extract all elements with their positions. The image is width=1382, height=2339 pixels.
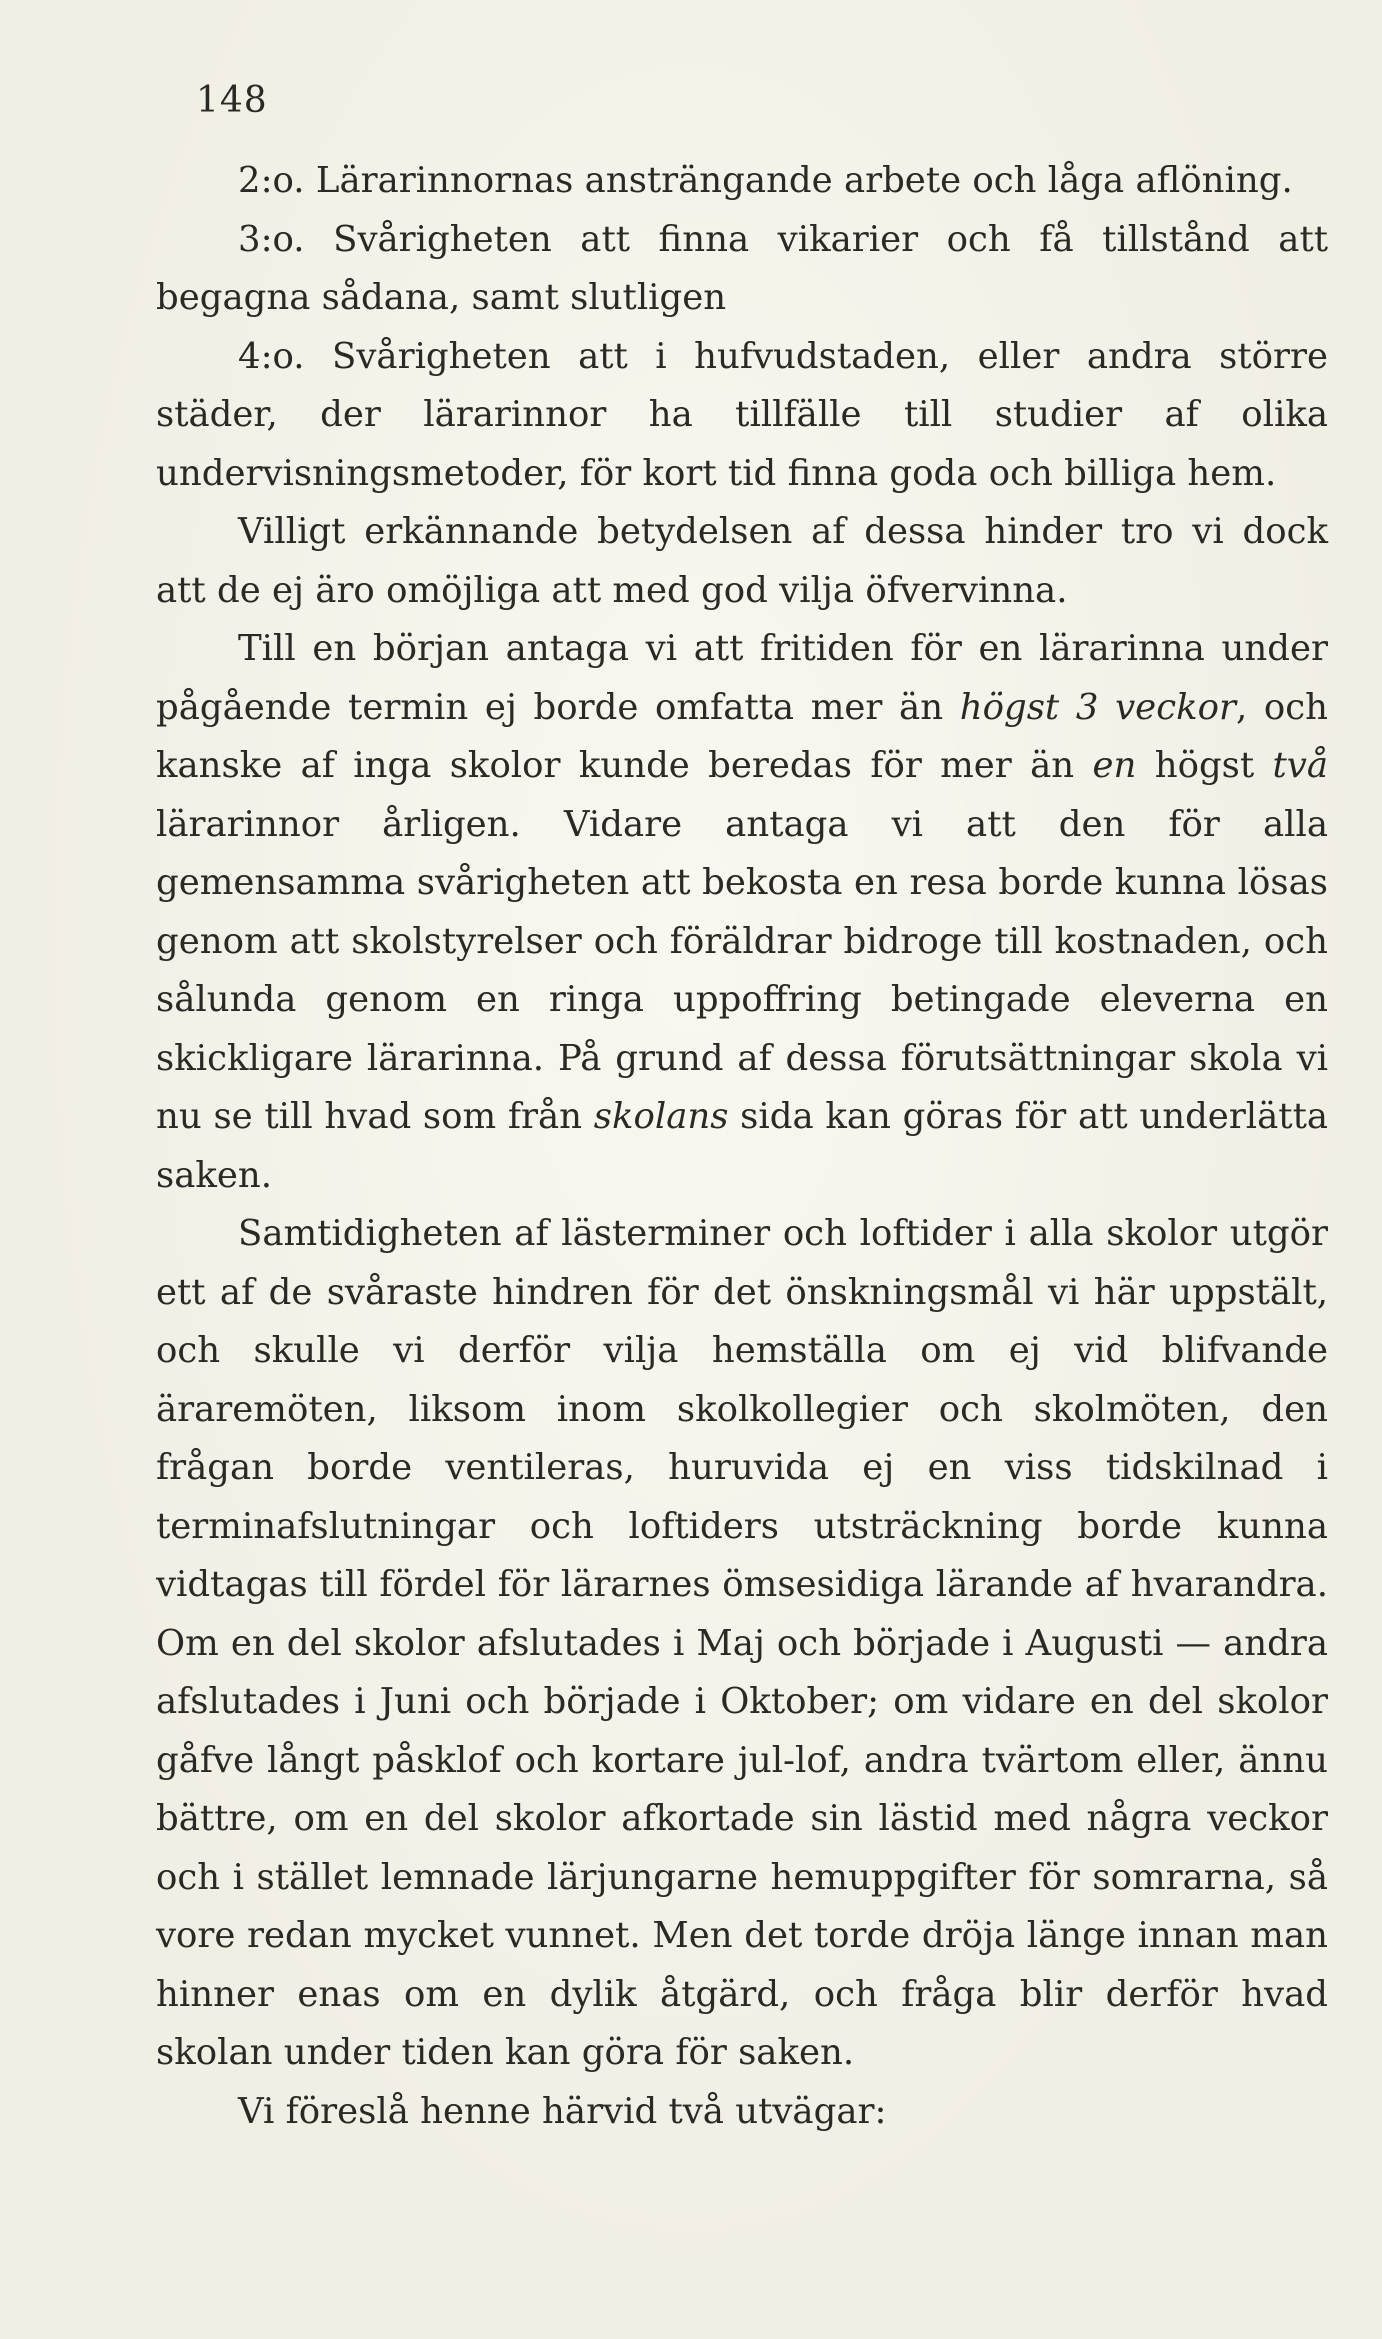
emphasis-skolans: skolans xyxy=(593,1096,729,1137)
paragraph-till-seg4: lärarinnor årligen. Vidare antaga vi att den för alla gemensamma svårigheten att bekosta en resa borde kunna lösas genom att skolstyrelser och föräldrar bidroge till kostnaden, och sålunda genom en ringa uppoffring betingade eleverna en skickligare lärarinna. På grund af dessa förutsättningar skola vi nu se till hvad som från xyxy=(156,803,1328,1137)
list-item-3: 3:o. Svårigheten att finna vikarier och få tillstånd att begagna sådana, samt slutligen xyxy=(156,218,1328,318)
paragraph-till-seg5: sida kan göras för att underlätta saken. xyxy=(156,1096,1328,1196)
paragraph-till-seg2: , och kanske af inga skolor kunde beredas för mer än xyxy=(156,686,1329,786)
paragraph-samtidigheten: Samtidigheten af lästerminer och loftider i alla skolor utgör ett af de svåraste hindren för det önskningsmål vi här uppstält, och skulle vi derför vilja hemställa om ej vid blifvande äraremöten, liksom inom skolkollegier och skolmöten, den frågan borde ventileras, huruvida ej en viss tidskilnad i terminafslutningar och loftiders utsträckning borde kunna vidtagas till fördel för lärarnes ömsesidiga lärande af hvarandra. Om en del skolor afslutades i Maj och började i Augusti — andra afslutades i Juni och började i Oktober; om vidare en del skolor gåfve långt påsklof och kortare jul-lof, andra tvärtom eller, ännu bättre, om en del skolor afkortade sin lästid med några veckor och i stället lemnade lärjungarne hemuppgifter för somrarna, så vore redan mycket vunnet. Men det torde dröja länge innan man hinner enas om en dylik åtgärd, och fråga blir derför hvad skolan under tiden kan göra för saken. xyxy=(156,1213,1328,2073)
emphasis-tva: två xyxy=(1272,745,1328,786)
paragraph-till-seg1: Till en början antaga vi att fritiden för en lärarinna under pågående termin ej borde omfatta mer än xyxy=(156,628,1328,728)
emphasis-hogst-3-veckor: högst 3 veckor xyxy=(959,686,1236,728)
list-item-4: 4:o. Svårigheten att i hufvudstaden, eller andra större städer, der lärarinnor ha tillfälle till studier af olika undervisningsmetoder, för kort tid finna goda och billiga hem. xyxy=(156,335,1328,494)
paragraph-villigt: Villigt erkännande betydelsen af dessa hinder tro vi dock att de ej äro omöjliga att med god vilja öfvervinna. xyxy=(156,511,1328,611)
page-number: 148 xyxy=(196,80,268,121)
paragraph-till-seg3: högst xyxy=(1136,745,1273,786)
emphasis-en: en xyxy=(1092,745,1137,786)
text-body xyxy=(156,152,1328,2141)
paragraph-vi-foresla: Vi föreslå henne härvid två utvägar: xyxy=(238,2090,887,2132)
paragraph-till xyxy=(156,620,1328,1205)
list-item-2: 2:o. Lärarinnornas ansträngande arbete och låga aflöning. xyxy=(238,160,1293,201)
